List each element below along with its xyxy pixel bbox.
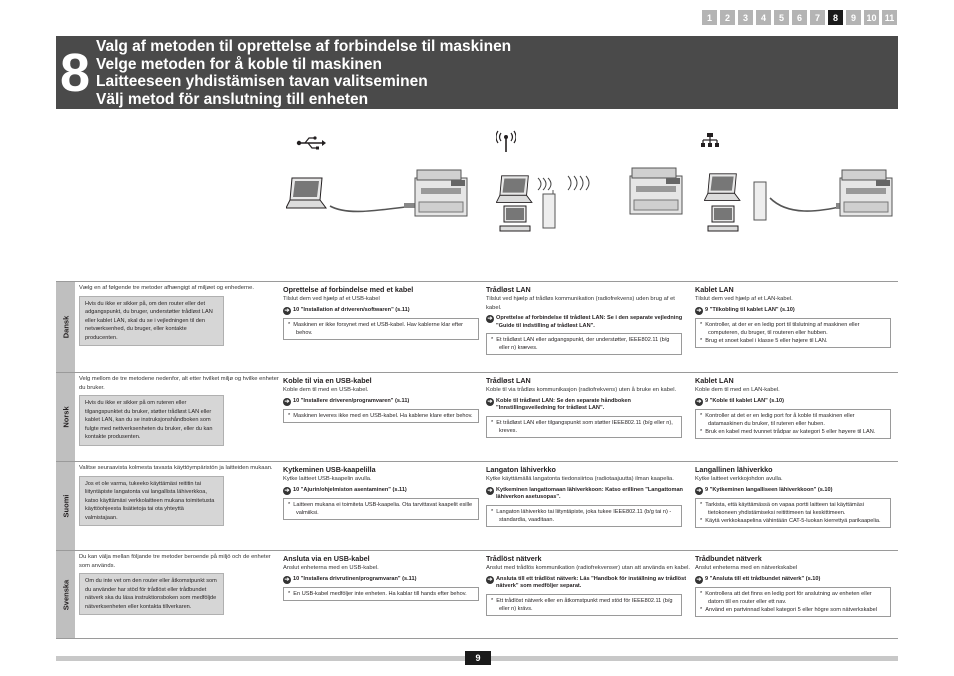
note-box [695,587,891,617]
note-text: Laitteen mukana ei toimiteta USB-kaapelia. Ota tarvittavat kaapelit esille valmiiksi. [293,501,473,516]
language-name: Svenska [61,579,70,610]
desktop-illustration [498,204,534,234]
nav-step-9[interactable]: 9 [846,10,861,25]
info-box: Hvis du ikke er sikker på, om den router eller det adgangspunkt, du bruger, understøtter trådløst LAN eller kablet LAN, skal du se i vejledningen til den netværksenhed, du bruger, eller kontakte producenten. [79,296,224,347]
note-item: * Bruk en kabel med tvunnet trådpar av kategori 5 eller høyere til LAN. [700,428,876,435]
language-name: Norsk [61,406,70,428]
method-description: Kytke käyttämällä langatonta tiedonsiirtoa (radiotaajuutta) ilman kaapelia. [486,476,674,482]
nav-step-3[interactable]: 3 [738,10,753,25]
usb-column [283,373,486,461]
reference-text: Oprettelse af forbindelse til trådløst LAN: Se i den separate vejledning "Guide til indstilling af trådløst LAN". [496,315,683,329]
reference-text: Kytkeminen langattomaan lähiverkkoon: Katso erillinen "Langattoman lähiverkon asetusopas". [496,486,683,500]
language-name: Suomi [61,494,70,518]
nav-step-8[interactable]: 8 [828,10,843,25]
title-swedish: Välj metod för anslutning till enheten [96,90,369,108]
language-label [56,373,75,461]
note-text: Brug et snoet kabel i klasse 5 eller højere til LAN. [705,337,828,344]
note-text: Käytä verkkokaapelina vähintään CAT-5-luokan kierrettyä parikaapelia. [705,517,881,524]
wireless-column [486,551,695,638]
arrow-circle-icon: ➔ [696,307,702,314]
note-item: * Kontrollera att det finns en ledig port för anslutning av enheten eller datorn till en router eller ett nav. [700,590,872,605]
wireless-antenna-icon [496,130,516,152]
language-table [56,281,898,639]
language-label [56,462,75,550]
info-box: Hvis du ikke er sikker på om ruteren eller tilgangspunktet du bruker, støtter trådløst LAN eller kablet LAN, kan du se instruksjonshåndboken som fulgte med nettverksenheten du bruker, eller du kan kontakte produsenten. [79,395,224,446]
reference-text: 10 "Installere driveren/programvaren" (s.11) [293,397,410,404]
usb-column [283,462,486,550]
arrow-circle-icon: ➔ [284,487,290,494]
reference-text: 10 "Ajurin/ohjelmiston asentaminen" (s.11) [293,486,407,493]
language-row [56,461,898,550]
method-title: Kytkeminen USB-kaapelilla [283,465,376,474]
usb-cable-illustration [328,190,418,220]
nav-step-2[interactable]: 2 [720,10,735,25]
note-item: * Brug et snoet kabel i klasse 5 eller højere til LAN. [700,337,828,344]
title-norwegian: Velge metoden for å koble til maskinen [96,55,382,73]
note-box [695,318,891,348]
method-description: Kytke laitteet USB-kaapelin avulla. [283,476,372,482]
arrow-circle-icon: ➔ [696,398,702,405]
intro-text: Vælg en af følgende tre metoder afhængigt af miljøet og enhederne. [79,285,254,291]
reference-link[interactable] [283,398,482,406]
note-item: * Laitteen mukana ei toimiteta USB-kaapelia. Ota tarvittavat kaapelit esille valmiiksi. [288,501,473,516]
note-box [283,409,479,423]
info-box: Om du inte vet om den router eller åtkomstpunkt som du använder har stöd för trådlöst eller trådbundet nätverk ska du läsa instruktionsboken som medföljde nätverksenheten eller kontakta tillverkaren. [79,573,224,615]
arrow-circle-icon: ➔ [487,398,493,405]
reference-text: 9 "Kytkeminen langalliseen lähiverkkoon" (s.10) [705,486,833,493]
section-header [56,36,898,109]
reference-link[interactable] [283,487,482,495]
arrow-circle-icon: ➔ [284,576,290,583]
note-box [486,416,682,438]
nav-step-7[interactable]: 7 [810,10,825,25]
arrow-circle-icon: ➔ [284,307,290,314]
method-title: Langaton lähiverkko [486,465,556,474]
method-title: Oprettelse af forbindelse med et kabel [283,285,414,294]
reference-text: 9 "Tilkobling til kablet LAN" (s.10) [705,306,795,313]
note-text: Et trådløst LAN eller tilgangspunkt som støtter IEEE802.11 (b/g eller n), kreves. [496,419,673,434]
wired-column [695,282,898,372]
language-row [56,550,898,639]
reference-link[interactable] [486,315,691,330]
reference-text: 9 "Koble til kablet LAN" (s.10) [705,397,784,404]
method-description: Anslut enheterna med en nätverkskabel [695,565,798,571]
reference-link[interactable] [695,398,894,406]
note-box [486,333,682,355]
note-item: * Langaton lähiverkko tai liityntäpiste, joka tukee IEEE802.11 (b/g tai n) -standardia, vaaditaan. [491,508,672,523]
wired-column [695,551,898,638]
arrow-circle-icon: ➔ [487,576,493,583]
wireless-waves-illustration [564,174,618,192]
method-title: Trådlöst nätverk [486,554,542,563]
method-description: Tilslut dem ved hjælp af et USB-kabel [283,296,380,302]
note-item: * Maskinen leveres ikke med en USB-kabel. Ha kablene klare etter behov. [288,412,473,419]
note-text: Kontroller at det er en ledig port for å koble til maskinen eller datamaskinen du bruker, til ruteren eller huben. [705,412,855,427]
connection-illustrations [56,110,898,280]
reference-text: 10 "Installera drivrutinen/programvaran" (s.11) [293,575,417,582]
arrow-circle-icon: ➔ [696,576,702,583]
laptop-illustration [704,172,742,204]
method-title: Kablet LAN [695,285,734,294]
note-text: Kontroller, at der er en ledig port til tilslutning af maskinen eller computeren, du bruger, til routeren eller hubben. [705,321,860,336]
note-box [283,498,479,520]
note-item: * En USB-kabel medföljer inte enheten. Ha kablar till hands efter behov. [288,590,467,597]
method-description: Koble dem til med en LAN-kabel. [695,387,780,393]
note-text: Maskinen er ikke forsynet med et USB-kabel. Hav kablerne klar efter behov. [293,321,464,336]
language-label [56,551,75,638]
method-description: Tilslut dem ved hjælp af et LAN-kabel. [695,296,793,302]
note-item: * Maskinen er ikke forsynet med et USB-kabel. Hav kablerne klar efter behov. [288,321,464,336]
note-item: * Kontroller at det er en ledig port for å koble til maskinen eller datamaskinen du bruker, til ruteren eller huben. [700,412,855,427]
language-row [56,372,898,461]
note-text: Ett trådlöst nätverk eller en åtkomstpunkt med stöd för IEEE802.11 (b/g eller n) krävs. [496,597,673,612]
method-description: Anslut med trådlös kommunikation (radiofrekvenser) utan att använda en kabel. [486,565,690,571]
reference-link[interactable] [695,576,894,584]
note-text: Bruk en kabel med tvunnet trådpar av kategori 5 eller høyere til LAN. [705,428,876,435]
info-box: Jos et ole varma, tukeeko käyttämäsi reititin tai liityntäpiste langatonta vai langallista lähiverkkoa, katso käyttämäsi verkkolaitteen mukana toimitetusta käyttöohjeesta lisätietoja tai ota yhteyttä valmistajaan. [79,476,224,527]
reference-link[interactable] [695,487,894,495]
reference-link[interactable] [486,576,691,591]
reference-text: Koble til trådløst LAN: Se den separate håndboken "Innstillingsveiledning for trådløst LAN". [496,397,631,411]
note-box [486,505,682,527]
method-title: Langallinen lähiverkko [695,465,773,474]
reference-text: Ansluta till ett trådlöst nätverk: Läs "Handbok för inställning av trådlöst nätverk" som medföljer separat. [496,575,687,589]
nav-step-5[interactable]: 5 [774,10,789,25]
note-box [283,318,479,340]
laptop-illustration [286,176,328,212]
usb-icon [296,136,326,150]
language-label [56,282,75,372]
access-point-illustration [539,190,561,230]
intro-column [75,282,283,372]
desktop-illustration [706,204,742,234]
note-box [695,498,891,528]
intro-column [75,373,283,461]
note-item: * Et trådløst LAN eller adgangspunkt, der understøtter, IEEE802.11 (b/g eller n) kræves. [491,337,670,351]
note-text: Langaton lähiverkko tai liityntäpiste, joka tukee IEEE802.11 (b/g tai n) -standardia, vaaditaan. [496,508,672,523]
method-title: Trådløst LAN [486,376,531,385]
intro-column [75,551,283,638]
reference-text: 10 "Installation af driveren/softwaren" (s.11) [293,306,410,313]
step-navigation [702,10,897,25]
network-icon [700,132,720,148]
note-text: Tarkista, että käyttämässä on vapaa portti laitteen tai käyttämäsi tietokoneen yhdistämiseksi reitittimeen tai keskittimeen. [705,501,864,516]
note-text: Kontrollera att det finns en ledig port för anslutning av enheten eller datorn till en router eller ett nav. [705,590,872,605]
reference-link[interactable] [695,307,894,315]
note-item: * Ett trådlöst nätverk eller en åtkomstpunkt med stöd för IEEE802.11 (b/g eller n) krävs. [491,597,673,612]
usb-column [283,282,486,372]
method-title: Trådbundet nätverk [695,554,762,563]
reference-link[interactable] [283,576,482,584]
laptop-illustration [496,174,534,206]
wired-column [695,373,898,461]
nav-step-4[interactable]: 4 [756,10,771,25]
nav-step-1[interactable]: 1 [702,10,717,25]
arrow-circle-icon: ➔ [696,487,702,494]
note-box [486,594,682,616]
arrow-circle-icon: ➔ [487,316,493,322]
intro-column [75,462,283,550]
method-description: Kytke laitteet verkkojohdon avulla. [695,476,783,482]
note-text: En USB-kabel medföljer inte enheten. Ha kablar till hands efter behov. [293,590,467,597]
note-item: * Et trådløst LAN eller tilgangspunkt som støtter IEEE802.11 (b/g eller n), kreves. [491,419,673,434]
title-finnish: Laitteeseen yhdistämisen tavan valitseminen [96,73,428,90]
arrow-circle-icon: ➔ [487,487,493,494]
reference-link[interactable] [486,487,691,502]
title-danish: Valg af metoden til oprettelse af forbindelse til maskinen [96,38,512,55]
printer-illustration [836,168,898,224]
method-description: Koble dem til med en USB-kabel. [283,387,369,393]
note-box [695,409,891,439]
reference-link[interactable] [486,398,691,413]
printer-illustration [626,166,688,222]
step-number: 8 [59,42,91,103]
nav-step-11[interactable]: 11 [882,10,897,25]
note-item: * Käytä verkkokaapelina vähintään CAT-5-luokan kierrettyä parikaapelia. [700,517,881,524]
note-item: * Kontroller, at der er en ledig port til tilslutning af maskinen eller computeren, du bruger, til routeren eller hubben. [700,321,860,336]
wireless-column [486,282,695,372]
method-title: Koble til via en USB-kabel [283,376,372,385]
method-title: Trådløst LAN [486,285,531,294]
reference-link[interactable] [283,307,482,315]
method-title: Ansluta via en USB-kabel [283,554,370,563]
reference-text: 9 "Ansluta till ett trådbundet nätverk" (s.10) [705,575,821,582]
note-text: Maskinen leveres ikke med en USB-kabel. Ha kablene klare etter behov. [293,412,473,419]
method-description: Koble til via trådløs kommunikasjon (radiofrekvens) uten å bruke en kabel. [486,387,677,393]
note-text: Et trådløst LAN eller adgangspunkt, der understøtter, IEEE802.11 (b/g eller n) kræves. [496,337,670,351]
intro-text: Valitse seuraavista kolmesta tavasta käyttöympäristön ja laitteiden mukaan. [79,465,273,471]
note-box [283,587,479,601]
wired-column [695,462,898,550]
usb-column [283,551,486,638]
nav-step-6[interactable]: 6 [792,10,807,25]
page-number: 9 [465,651,491,665]
wireless-column [486,462,695,550]
arrow-circle-icon: ➔ [284,398,290,405]
method-title: Kablet LAN [695,376,734,385]
language-row [56,281,898,372]
nav-step-10[interactable]: 10 [864,10,879,25]
wireless-column [486,373,695,461]
intro-text: Velg mellom de tre metodene nedenfor, alt etter hvilket miljø og hvilke enheter du bruker. [79,376,279,391]
header-titles [94,36,511,109]
language-name: Dansk [61,315,70,339]
method-description: Tilslut ved hjælp af trådløs kommunikation (radiofrekvens) uden brug af et kabel. [486,296,675,311]
intro-text: Du kan välja mellan följande tre metoder beroende på miljö och de enheter som används. [79,554,271,569]
note-item: * Använd en partvinnad kabel kategori 5 eller högre som nätverkskabel [700,606,877,613]
printer-illustration [411,168,473,224]
note-item: * Tarkista, että käyttämässä on vapaa portti laitteen tai käyttämäsi tietokoneen yhdistämiseksi reitittimeen tai keskittimeen. [700,501,864,516]
method-description: Anslut enheterna med en USB-kabel. [283,565,379,571]
note-text: Använd en partvinnad kabel kategori 5 eller högre som nätverkskabel [705,606,877,613]
